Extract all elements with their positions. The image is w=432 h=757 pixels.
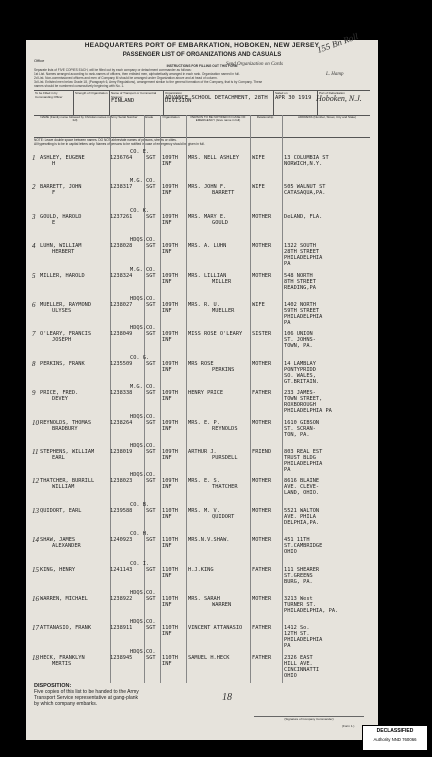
document-subtitle: PASSENGER LIST OF ORGANIZATIONS AND CASUALS (122, 52, 282, 58)
row-company: HDQS.CO. (130, 443, 156, 449)
row-relationship: MOTHER (252, 360, 272, 367)
row-address-line: AVE. PHILA (284, 513, 316, 520)
row-regiment: 109TH (162, 302, 178, 308)
ship-label: Name of Transport or Commercial Steamer (111, 91, 157, 99)
row-address-line: OHIO (284, 672, 297, 679)
row-number: 8 (32, 359, 36, 368)
handwritten-file-note: 155 Bn Roll (315, 30, 360, 56)
organization-label: Organization (165, 91, 183, 95)
organization-cell (164, 91, 274, 115)
row-address-line: TON, PA. (284, 431, 310, 438)
row-name: WARREN, MICHAEL (40, 596, 88, 602)
row-name: MILLER, HAROLD (40, 272, 85, 279)
table-row (26, 649, 378, 683)
row-address-line: PHILADELPHIA (284, 461, 323, 467)
row-rank: SGT (146, 419, 156, 426)
page-number: 18 (222, 692, 232, 703)
column-headers (34, 115, 370, 138)
row-company: CO. K. (130, 207, 150, 214)
row-name-cont: H (52, 161, 56, 167)
row-regiment: 110TH (162, 654, 178, 661)
row-branch: INF (162, 337, 172, 344)
row-name: LUHN, WILLIAM (40, 243, 82, 250)
row-address-line: 59TH STREET (284, 308, 320, 314)
date-label: Sailed on (275, 91, 288, 95)
row-relationship: FATHER (252, 625, 272, 632)
row-name-cont: ALEXANDER (52, 543, 81, 550)
ship-cell (110, 91, 164, 115)
row-address-line: ST.GREENS (284, 572, 313, 579)
row-serial: 1241143 (110, 566, 133, 573)
row-branch: INF (162, 513, 172, 520)
row-address-line: 505 WALNUT ST (284, 184, 326, 191)
row-address-line: PA (284, 320, 291, 326)
row-company: CO. I. (130, 560, 150, 567)
row-name: GOULD, HAROLD (40, 213, 82, 220)
row-name-cont: WILLIAM (52, 484, 75, 491)
row-address-line: PHILADELPHIA (284, 637, 323, 644)
row-company: CO. H. (130, 531, 150, 538)
row-rank: SGT (146, 155, 156, 161)
strength-label: Strength of Organization (75, 91, 108, 95)
row-serial: 1237261 (110, 213, 133, 220)
row-name: ASHLEY, EUGENE (40, 155, 85, 161)
row-relationship: MOTHER (252, 596, 272, 602)
row-branch: INF (162, 543, 172, 550)
row-address-line: CATASAQUA,PA. (284, 190, 326, 197)
row-branch: INF (162, 396, 172, 403)
row-branch: INF (162, 249, 172, 256)
row-serial: 1238027 (110, 302, 133, 308)
row-relationship: WIFE (252, 184, 265, 191)
row-address-line: 13 COLUMBIA ST (284, 155, 329, 161)
instructions-title: INSTRUCTIONS FOR FILLING OUT THIS FORM (166, 64, 238, 68)
row-address-line: 5521 WALTON (284, 507, 320, 514)
row-emergency-contact-cont: PURSDELL (212, 455, 238, 461)
row-emergency-contact: MRS.N.V.SHAW. (188, 537, 230, 544)
row-address-line: ST.CAMBRIDGE (284, 543, 323, 550)
row-rank: SGT (146, 478, 156, 485)
row-number: 2 (32, 183, 36, 192)
row-address-line: SO. WALES, (284, 372, 316, 379)
date-value: APR 30 1919 (275, 94, 312, 101)
row-relationship: MOTHER (252, 537, 272, 544)
row-regiment: 109TH (162, 390, 178, 397)
row-branch: INF (162, 455, 172, 461)
row-relationship: MOTHER (252, 243, 272, 250)
instruction-line: 3d List. Enlisted men below Grade 18, (Paragraph 6, Army Regulations), arrangement similar to the general formation of the Company, that is by Company. These (34, 80, 263, 84)
row-number: 16 (32, 595, 39, 603)
row-branch: INF (162, 278, 172, 285)
row-serial: 1238324 (110, 272, 133, 279)
header-address: ADDRESS (Number, Street, City and State) (297, 116, 357, 119)
row-rank: SGT (146, 184, 156, 191)
row-rank: SGT (146, 243, 156, 250)
row-relationship: MOTHER (252, 213, 272, 220)
row-address-line: LAND, OHIO. (284, 490, 320, 497)
row-emergency-contact-cont: BARRETT (212, 190, 235, 197)
row-serial: 1238023 (110, 478, 133, 485)
row-regiment: 109TH (162, 449, 178, 455)
row-number: 13 (32, 506, 39, 515)
row-relationship: WIFE (252, 302, 265, 308)
row-branch: INF (162, 161, 172, 167)
row-address-line: GT.BRITAIN. (284, 378, 320, 385)
row-regiment: 109TH (162, 213, 178, 220)
row-serial: 1238264 (110, 419, 133, 426)
row-company: HDQS.CO. (130, 325, 156, 332)
row-address-line: 1402 NORTH (284, 302, 316, 308)
row-address-line: 2326 EAST (284, 654, 313, 661)
row-company: HDQS.CO. (130, 648, 156, 655)
row-emergency-contact-cont: THATCHER (212, 484, 238, 491)
row-branch: INF (162, 602, 172, 608)
row-number: 9 (32, 389, 36, 398)
row-branch: INF (162, 425, 172, 432)
row-serial: 1238945 (110, 654, 133, 661)
header-name: NAME (Family name followed by Christian names in full) (40, 116, 110, 123)
row-regiment: 109TH (162, 272, 178, 279)
row-address-line: 28TH STREET (284, 249, 320, 256)
row-rank: SGT (146, 360, 156, 367)
row-name: PRICE, FRED. (40, 390, 79, 397)
row-address-line: AVE. CLEVE- (284, 484, 320, 491)
row-branch: INF (162, 219, 172, 226)
row-rank: SGT (146, 390, 156, 397)
row-rank: SGT (146, 213, 156, 220)
organization-value: ADVANCE SCHOOL DETACHMENT, 28TH DIVISION (165, 94, 268, 105)
row-address-line: ROXBOROUGH (284, 402, 316, 409)
row-emergency-contact-cont: MILLER (212, 278, 232, 285)
row-address-line: HILL AVE. (284, 660, 313, 667)
row-number: 1 (32, 154, 36, 162)
row-serial: 1238922 (110, 596, 133, 602)
row-address-line: 8616 BLAINE (284, 478, 320, 485)
row-address-line: PA (284, 261, 291, 268)
instruction-line: 2d List. Non-commissioned officers and men of Company M should be arranged under Organization above and at head of column. (34, 76, 218, 80)
row-address-line: DeLAND, FLA. (284, 213, 323, 220)
row-address-line: PHILADELPHIA PA (284, 408, 332, 415)
row-emergency-contact: MRS ROSE (188, 360, 214, 367)
row-branch: INF (162, 631, 172, 638)
row-emergency-contact: SAMUEL H.HECK (188, 654, 230, 661)
row-company: M.G. CO. (130, 178, 156, 185)
row-serial: 1239588 (110, 507, 133, 514)
row-name: PERKINS, FRANK (40, 360, 85, 367)
instruction-line: Separate lists of FIVE COPIES EACH, will be filled out by each company or detachment commander as follows: (34, 68, 192, 72)
row-name-cont: ULYSES (52, 308, 72, 314)
row-address-line: 111 SHEARER (284, 566, 320, 573)
ship-value: FINLAND (111, 98, 135, 105)
instructions-block (34, 64, 370, 88)
row-emergency-contact: ARTHUR J. (188, 449, 217, 455)
row-number: 11 (32, 448, 39, 456)
row-relationship: FATHER (252, 654, 272, 661)
row-regiment: 109TH (162, 184, 178, 191)
header-rank: Grade (144, 116, 154, 119)
row-emergency-contact-cont: MUELLER (212, 308, 235, 314)
row-serial: 1235509 (110, 360, 133, 367)
row-number: 6 (32, 301, 36, 309)
row-address-line: 12TH ST. (284, 631, 310, 638)
row-emergency-contact: MRS. R. U. (188, 302, 220, 308)
row-name-cont: DEVEY (52, 396, 68, 403)
row-name-cont: E (52, 219, 56, 226)
disposition-text: Five copies of this list to be handed to the Army Transport Service representative at gang-plank by which company embarks. (34, 689, 139, 707)
row-relationship: FATHER (252, 390, 272, 397)
row-address-line: 14 LAMBLAY (284, 360, 316, 367)
row-name-cont: F (52, 190, 56, 197)
row-rank: SGT (146, 537, 156, 544)
row-address-line: ST. SCRAN- (284, 425, 316, 432)
row-number: 14 (32, 536, 39, 545)
row-address-line: 106 UNION (284, 331, 313, 338)
row-branch: INF (162, 660, 172, 667)
row-emergency-contact-cont: GOULD (212, 219, 228, 226)
row-serial: 1236764 (110, 155, 133, 161)
row-relationship: FRIEND (252, 449, 272, 455)
row-name: STEPHENS, WILLIAM (40, 449, 95, 455)
row-relationship: FATHER (252, 566, 272, 573)
row-emergency-contact-cont: WARREN (212, 602, 232, 608)
row-address-line: ST. JOHNS- (284, 337, 316, 344)
note-line: NOTE: Leave double space between names. DO NOT abbreviate names of persons, streets or cities. (34, 138, 177, 142)
row-address-line: 233 JAMES- (284, 390, 316, 397)
row-emergency-contact: MRS. MARY E. (188, 213, 227, 220)
handwritten-to-note: Send Organization on Cards (226, 62, 283, 67)
row-name: THATCHER, BURRILL (40, 478, 95, 485)
row-name: QUIDORT, EARL (40, 507, 82, 514)
row-number: 12 (32, 477, 39, 486)
row-name: BARRETT, JOHN (40, 184, 82, 191)
row-address-line: 803 REAL EST (284, 449, 323, 455)
filled-by-label: To be Filled in by Commanding Officer (35, 91, 63, 99)
row-regiment: 109TH (162, 331, 178, 338)
row-branch: INF (162, 308, 172, 314)
row-emergency-contact: MRS. A. LUHN (188, 243, 227, 250)
row-company: CO. E. (130, 149, 150, 155)
row-address-line: TRUST BLDG (284, 455, 316, 461)
document-title: HEADQUARTERS PORT OF EMBARKATION, HOBOKEN, NEW JERSEY (84, 42, 320, 49)
row-address-line: PHILADELPHIA (284, 255, 323, 262)
instruction-line: names should be numbered consecutively beginning with No. 1. (34, 84, 125, 88)
handwritten-port-value: Hoboken, N.J. (316, 94, 362, 103)
row-name: O'LEARY, FRANCIS (40, 331, 92, 338)
row-address-line: READING,PA (284, 284, 316, 291)
row-serial: 1238049 (110, 331, 133, 338)
row-rank: SGT (146, 331, 156, 338)
row-company: HDQS.CO. (130, 413, 156, 420)
row-company: HDQS.CO. (130, 296, 156, 302)
row-regiment: 110TH (162, 566, 178, 573)
row-name: MUELLER, RAYMOND (40, 302, 92, 308)
row-emergency-contact: MRS. LILLIAN (188, 272, 227, 279)
row-relationship: MOTHER (252, 507, 272, 514)
row-address-line: 1610 GIBSON (284, 419, 320, 426)
row-emergency-contact-cont: REYNOLDS (212, 425, 238, 432)
row-name-cont: EARL (52, 455, 65, 461)
port-label: Port of Debarkation (319, 91, 345, 95)
row-relationship: WIFE (252, 155, 265, 161)
date-cell (274, 91, 318, 115)
document-page (26, 30, 378, 740)
row-company: HDQS.CO. (130, 472, 156, 479)
row-rank: SGT (146, 272, 156, 279)
row-regiment: 110TH (162, 625, 178, 632)
row-address-line: OHIO (284, 549, 297, 556)
row-address-line: 451 11TH (284, 537, 310, 544)
row-address-line: NORWICH,N.Y. (284, 161, 323, 167)
row-number: 3 (32, 212, 36, 221)
row-number: 17 (32, 624, 39, 633)
row-number: 10 (32, 418, 39, 427)
declassified-stamp (362, 725, 428, 751)
row-company: HDQS.CO. (130, 237, 156, 244)
row-address-line: DELPHIA,PA. (284, 519, 320, 526)
row-serial: 1238911 (110, 625, 133, 632)
strength-cell (74, 91, 110, 115)
row-emergency-contact-cont: QUIDORT (212, 513, 235, 520)
row-name: HECK, FRANKLYN (40, 654, 85, 661)
row-regiment: 109TH (162, 478, 178, 485)
row-address-line: 1412 So. (284, 625, 310, 632)
row-number: 18 (32, 653, 39, 662)
row-serial: 1238019 (110, 449, 133, 455)
row-regiment: 109TH (162, 243, 178, 250)
row-address-line: PHILADELPHIA (284, 314, 323, 320)
row-rank: SGT (146, 507, 156, 514)
row-emergency-contact: MRS. M. V. (188, 507, 220, 514)
row-rank: SGT (146, 302, 156, 308)
row-company: CO. B. (130, 501, 150, 508)
row-branch: INF (162, 484, 172, 491)
row-branch: INF (162, 366, 172, 373)
row-relationship: SISTER (252, 331, 272, 338)
row-address-line: PA (284, 643, 291, 650)
row-company: M.G. CO. (130, 266, 156, 273)
row-regiment: 110TH (162, 596, 178, 602)
row-address-line: BURG, PA. (284, 578, 313, 585)
row-emergency-contact-cont: PERKINS (212, 366, 235, 373)
header-org: Organization (162, 116, 180, 119)
row-number: 7 (32, 330, 36, 339)
row-company: CO. G. (130, 354, 150, 361)
row-regiment: 109TH (162, 155, 178, 161)
filled-by-cell (34, 91, 74, 115)
row-emergency-contact: H.J.KING (188, 566, 214, 573)
declassified-authority: Authority NND 760066 (373, 737, 417, 742)
row-name: REYNOLDS, THOMAS (40, 419, 92, 426)
note-line: All typewriting is to be in capital letters only. Names of persons to be notified in case of emergency should be given in full. (34, 142, 205, 146)
row-number: 4 (32, 242, 36, 251)
row-emergency-contact: VINCENT ATTANASIO (188, 625, 243, 632)
handwritten-initials: L. Hamp (326, 72, 344, 77)
row-company: M.G. CO. (130, 384, 156, 391)
row-serial: 1238317 (110, 184, 133, 191)
header-serial: Army Serial Number (110, 116, 138, 119)
row-rank: SGT (146, 449, 156, 455)
row-address-line: TOWN, PA. (284, 343, 313, 350)
row-emergency-contact: HENRY PRICE (188, 390, 224, 397)
row-address-line: TURNER ST. (284, 602, 316, 608)
office-label: Office (34, 58, 45, 63)
row-emergency-contact: MRS. NELL ASHLEY (188, 155, 240, 161)
header-kin: PERSON TO BE NOTIFIED IN CASE OF EMERGENCY (Give name in full) (190, 116, 246, 123)
row-address-line: TOWN STREET, (284, 396, 323, 403)
header-relationship: Relationship (256, 116, 274, 119)
row-name-cont: MERTIS (52, 660, 72, 667)
row-regiment: 109TH (162, 360, 178, 367)
row-company: HDQS.CO. (130, 590, 156, 596)
row-relationship: MOTHER (252, 272, 272, 279)
row-regiment: 109TH (162, 419, 178, 426)
row-address-line: PONTYPRIDD (284, 366, 316, 373)
row-number: 5 (32, 271, 36, 280)
row-rank: SGT (146, 625, 156, 632)
row-rank: SGT (146, 566, 156, 573)
instruction-line: 1st List. Names arranged according to rank-names of officers, then enlisted men, alphabetically arranged in each rank. Organization named in full. (34, 72, 240, 76)
signature-caption: (Signature of Company Commander) (254, 716, 364, 721)
row-company: HDQS.CO. (130, 619, 156, 626)
row-name: KING, HENRY (40, 566, 76, 573)
row-address-line: 3213 West (284, 596, 313, 602)
typing-note (34, 138, 370, 146)
row-serial: 1238338 (110, 390, 133, 397)
row-relationship: MOTHER (252, 478, 272, 485)
row-address-line: 548 NORTH (284, 272, 313, 279)
row-address-line: PA (284, 467, 291, 473)
row-branch: INF (162, 190, 172, 197)
row-rank: SGT (146, 596, 156, 602)
row-number: 15 (32, 565, 39, 574)
row-name-cont: JOSEPH (52, 337, 72, 344)
declassified-title: DECLASSIFIED (376, 728, 414, 734)
row-branch: INF (162, 572, 172, 579)
row-regiment: 110TH (162, 507, 178, 514)
row-emergency-contact: MRS. E. P. (188, 419, 220, 426)
row-emergency-contact: MRS. E. S. (188, 478, 220, 485)
row-address-line: 1322 SOUTH (284, 243, 316, 250)
row-regiment: 110TH (162, 537, 178, 544)
row-relationship: MOTHER (252, 419, 272, 426)
disposition-block (34, 683, 144, 707)
row-address-line: PHILADELPHIA, PA. (284, 608, 339, 614)
row-serial: 1240923 (110, 537, 133, 544)
row-rank: SGT (146, 654, 156, 661)
row-emergency-contact: MRS. SARAH (188, 596, 220, 602)
row-address-line: CINCINNATTI (284, 666, 320, 673)
row-address-line: 8TH STREET (284, 278, 316, 285)
disposition-title: DISPOSITION: (34, 683, 72, 689)
row-emergency-contact: MISS ROSE O'LEARY (188, 331, 243, 338)
form-number: (Form 1.) (342, 724, 355, 728)
row-name-cont: BRADBURY (52, 425, 78, 432)
row-name: ATTANASIO, FRANK (40, 625, 92, 632)
row-name: SHAW, JAMES (40, 537, 76, 544)
row-emergency-contact: MRS. JOHN F. (188, 184, 227, 191)
row-name-cont: HERBERT (52, 249, 75, 256)
row-serial: 1238028 (110, 243, 133, 250)
